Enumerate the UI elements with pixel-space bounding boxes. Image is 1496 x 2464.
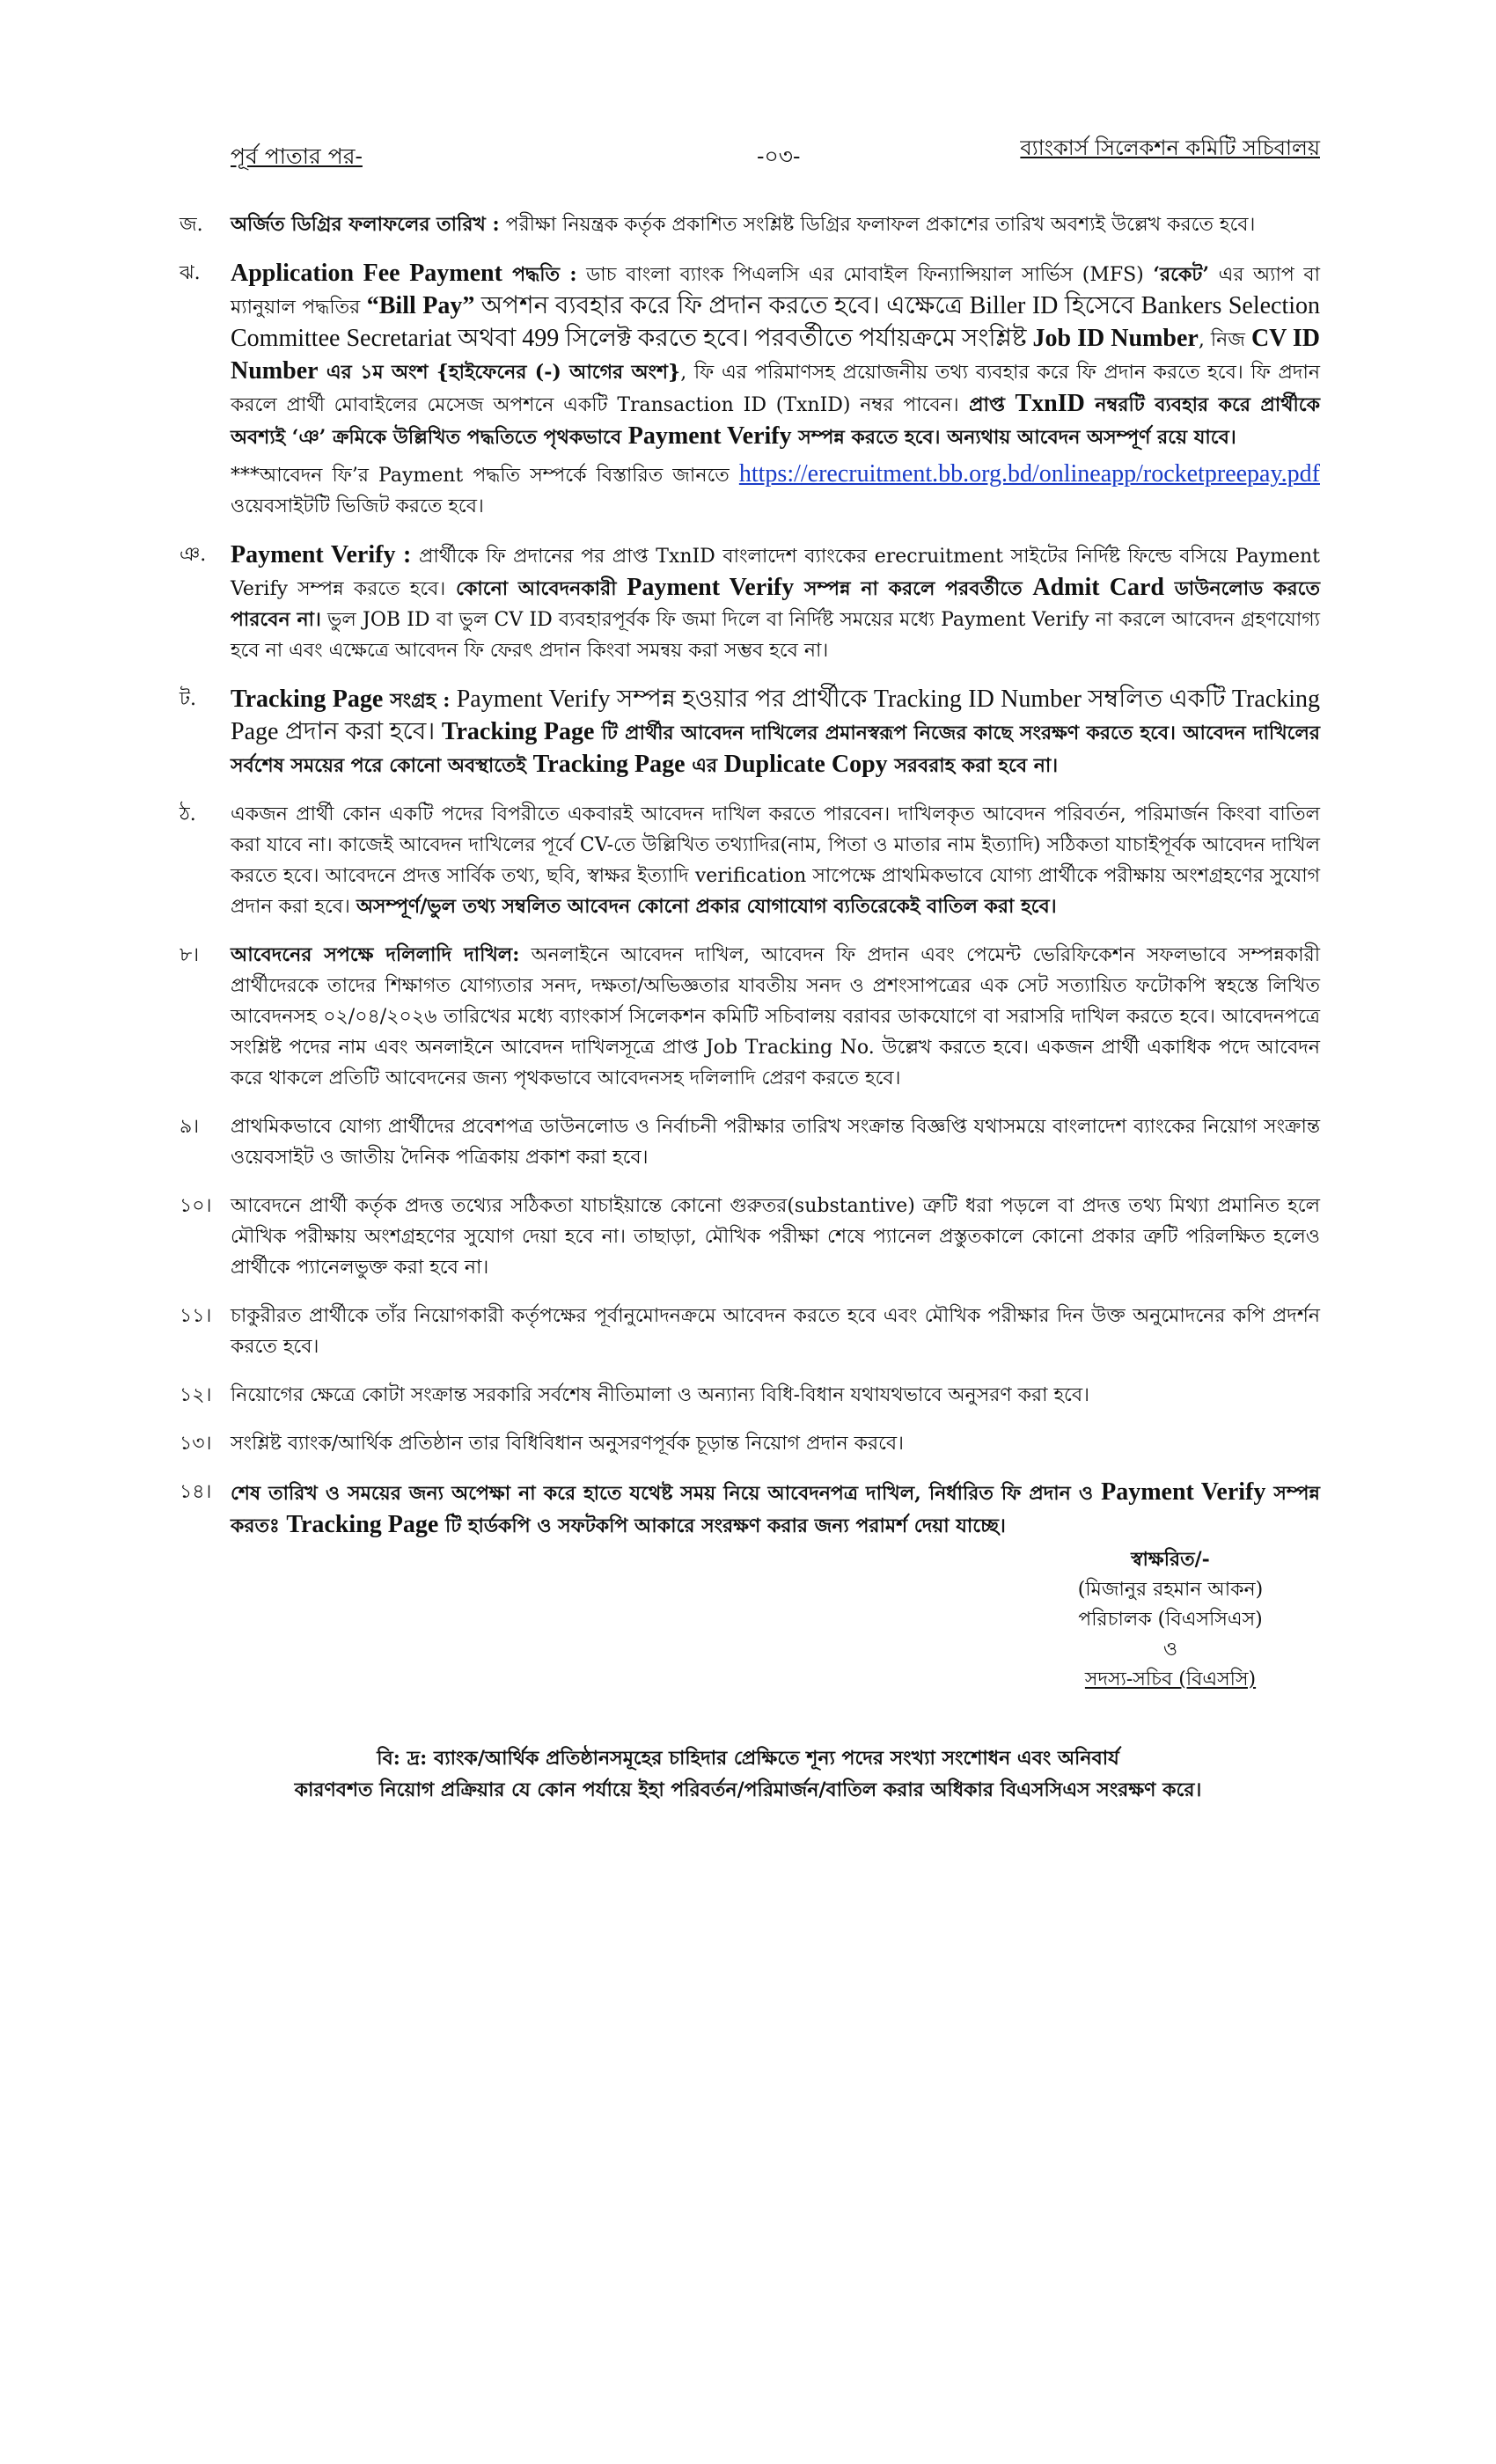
item-text-bold: সরবরাহ করা হবে না। — [887, 754, 1059, 777]
item-text-bold: Payment Verify — [1101, 1478, 1266, 1506]
item-text: , নিজ — [1198, 329, 1251, 351]
item-title: অর্জিত ডিগ্রির ফলাফলের তারিখ : — [231, 213, 500, 236]
item-text-bold: Payment Verify — [627, 574, 795, 601]
item-text-bold: এর ১ম অংশ {হাইফেনের (-) আগের অংশ} — [318, 361, 681, 384]
item-text: নিয়োগের ক্ষেত্রে কোটা সংক্রান্ত সরকারি সর্বশেষ নীতিমালা ও অন্যান্য বিধি-বিধান যথাযথভাবে অনুসরণ করা হবে। — [231, 1384, 1089, 1406]
list-item — [176, 1477, 1320, 1542]
list-item — [176, 1191, 1320, 1283]
item-text-bold: ডাউনলোড করতে পারবেন না। — [231, 577, 1320, 631]
list-item — [176, 799, 1320, 922]
item-text-bold: কোনো আবেদনকারী — [445, 577, 627, 600]
item-marker: ঠ. — [180, 803, 196, 825]
item-marker: ১১। — [180, 1305, 212, 1327]
item-text: , ফি এর পরিমাণসহ প্রয়োজনীয় তথ্য ব্যবহার করে ফি প্রদান করতে হবে। ফি প্রদান করলে প্রার্থী মোবাইলের মেসেজ অপশনে একটি Transaction ID (TxnID) নম্বর পাবেন। — [231, 362, 1320, 416]
item-text: আবেদনে প্রার্থী কর্তৃক প্রদত্ত তথ্যের সঠিকতা যাচাইয়ান্তে কোনো গুরুতর(substantive) ত্রুটি ধরা পড়লে বা প্রদত্ত তথ্য মিথ্যা প্রমানিত হলে মৌখিক পরীক্ষায় অংশগ্রহণের সুযোগ দেয়া হবে না। তাছাড়া, মৌখিক পরীক্ষা শেষে প্যানেল প্রস্তুতকালে কোনো প্রকার ত্রুটি পরিলক্ষিত হলেও প্রার্থীকে প্যানেলভুক্ত করা হবে না। — [231, 1195, 1320, 1279]
item-marker: ঞ. — [180, 544, 207, 566]
item-text: চাকুরীরত প্রার্থীকে তাঁর নিয়োগকারী কর্তৃপক্ষের পূর্বানুমোদনক্রমে আবেদন করতে হবে এবং মৌখিক পরীক্ষার দিন উক্ত অনুমোদনের কপি প্রদর্শন করতে হবে। — [231, 1305, 1320, 1358]
signatory-name: (মিজানুর রহমান আকন) — [1077, 1579, 1264, 1601]
item-text-bold: টি প্রার্থীর আবেদন দাখিলের প্রমানস্বরূপ নিজের কাছে সংরক্ষণ করতে হবে। আবেদন দাখিলের সর্বশেষ সময়ের পরে কোনো অবস্থাতেই — [231, 722, 1320, 777]
item-text-bold: Admit Card — [1032, 574, 1164, 601]
item-text-bold: শেষ তারিখ ও সময়ের জন্য অপেক্ষা না করে হাতে যথেষ্ট সময় নিয়ে আবেদনপত্র দাখিল, নির্ধারিত ফি প্রদান ও — [231, 1482, 1102, 1505]
item-text-bold: Tracking Page — [286, 1511, 439, 1538]
signature-block — [1021, 1544, 1320, 1695]
list-item — [176, 940, 1320, 1094]
item-marker: ১০। — [180, 1195, 212, 1217]
item-text: প্রাথমিকভাবে যোগ্য প্রার্থীদের প্রবেশপত্র ডাউনলোড ও নির্বাচনী পরীক্ষার তারিখ সংক্রান্ত বিজ্ঞপ্তি যথাসময়ে বাংলাদেশ ব্যাংকের নিয়োগ সংক্রান্ত ওয়েবসাইট ও জাতীয় দৈনিক পত্রিকায় প্রকাশ করা হবে। — [231, 1116, 1320, 1169]
item-title: আবেদনের সপক্ষে দলিলাদি দাখিল: — [231, 943, 520, 966]
item-text-bold: নম্বরটি ব্যবহার করে প্রার্থীকে অবশ্যই ‘ঞ’ ক্রমিকে উল্লিখিত পদ্ধতিতে পৃথকভাবে — [231, 393, 1320, 449]
item-text: একজন প্রার্থী কোন একটি পদের বিপরীতে একবারই আবেদন দাখিল করতে পারবেন। দাখিলকৃত আবেদন পরিবর্তন, পরিমার্জন কিংবা বাতিল করা যাবে না। কাজেই আবেদন দাখিলের পূর্বে CV-তে উল্লিখিত তথ্যাদির(নাম, পিতা ও মাতার নাম ইত্যাদি) সঠিকতা যাচাইপূর্বক আবেদন দাখিল করতে হবে। আবেদনে প্রদত্ত সার্বিক তথ্য, ছবি, স্বাক্ষর ইত্যাদি verification সাপেক্ষে প্রাথমিকভাবে যোগ্য প্রার্থীকে পরীক্ষায় অংশগ্রহণের সুযোগ প্রদান করা হবে। — [231, 803, 1320, 918]
item-title: Payment Verify : — [231, 541, 412, 568]
item-text: অপশন ব্যবহার করে ফি প্রদান করতে হবে। এক্ষেত্রে Biller ID হিসেবে Bankers Selection Committee Secretariat অথবা 499 সিলেক্ট করতে হবে। পরবর্তীতে পর্যায়ক্রমে সংশ্লিষ্ট — [231, 292, 1321, 352]
note-text: ওয়েবসাইটটি ভিজিট করতে হবে। — [231, 495, 484, 517]
list-item — [176, 258, 1320, 522]
item-text-bold: Job ID Number — [1032, 325, 1199, 352]
item-text-bold: CV ID Number — [231, 325, 1321, 385]
item-text: পরীক্ষা নিয়ন্ত্রক কর্তৃক প্রকাশিত সংশ্লিষ্ট ডিগ্রির ফলাফল প্রকাশের তারিখ অবশ্যই উল্লেখ করতে হবে। — [499, 214, 1256, 236]
item-marker: জ. — [180, 214, 203, 236]
list-item — [176, 1428, 1320, 1459]
item-text-bold: সম্পন্ন করতে হবে। অন্যথায় আবেদন অসম্পূর্ণ রয়ে যাবে। — [791, 426, 1236, 449]
rocket-payment-link[interactable]: https://erecruitment.bb.org.bd/onlineapp/rocketpreepay.pdf — [738, 460, 1320, 488]
item-text: সংশ্লিষ্ট ব্যাংক/আর্থিক প্রতিষ্ঠান তার বিধিবিধান অনুসরণপূর্বক চূড়ান্ত নিয়োগ প্রদান করবে। — [231, 1433, 905, 1455]
item-marker: ঝ. — [180, 262, 201, 284]
item-text: ভুল JOB ID বা ভুল CV ID ব্যবহারপূর্বক ফি জমা দিলে বা নির্দিষ্ট সময়ের মধ্যে Payment Verify না করলে আবেদন গ্রহণযোগ্য হবে না এবং এক্ষেত্রে আবেদন ফি ফেরৎ প্রদান কিংবা সমন্বয় করা সম্ভব হবে না। — [231, 609, 1320, 662]
signatory-title-2: সদস্য-সচিব (বিএসসি) — [1084, 1668, 1257, 1690]
footer-line-1: বি: দ্র: ব্যাংক/আর্থিক প্রতিষ্ঠানসমূহের চাহিদার প্রেক্ষিতে শূন্য পদের সংখ্যা সংশোধন এবং অনিবার্য — [377, 1747, 1119, 1770]
page-number: -০৩- — [757, 143, 801, 169]
item-text: Payment Verify সম্পন্ন হওয়ার পর প্রার্থীকে Tracking ID Number সম্বলিত একটি Tracking Page প্রদান করা হবে। — [231, 686, 1320, 745]
item-marker: ১৩। — [180, 1433, 212, 1455]
item-text-bold: ‘রকেট’ — [1153, 263, 1209, 286]
item-marker: ৯। — [180, 1116, 200, 1138]
item-marker: ৮। — [180, 944, 200, 966]
item-marker: ১২। — [180, 1384, 212, 1406]
footer-line-2: কারণবশত নিয়োগ প্রক্রিয়ার যে কোন পর্যায়ে ইহা পরিবর্তন/পরিমার্জন/বাতিল করার অধিকার বিএসসিএস সংরক্ষণ করে। — [294, 1778, 1202, 1801]
item-title-suffix: পদ্ধতি : — [502, 263, 577, 286]
signed-label: স্বাক্ষরিত/- — [1131, 1548, 1210, 1571]
footer-note — [176, 1742, 1320, 1806]
header-organization: ব্যাংকার্স সিলেকশন কমিটি সচিবালয় — [1020, 136, 1320, 160]
list-item — [176, 684, 1320, 781]
item-text-bold: প্রাপ্ত — [958, 393, 1016, 416]
item-text: এর অ্যাপ বা ম্যানুয়াল পদ্ধতির — [231, 264, 1320, 319]
header-continued-label: পূর্ব পাতার পর- — [231, 143, 363, 169]
item-text-bold: সম্পন্ন করতঃ — [231, 1482, 1320, 1537]
item-text-bold: টি হার্ডকপি ও সফটকপি আকারে সংরক্ষণ করার জন্য পরামর্শ দেয়া যাচ্ছে। — [438, 1514, 1006, 1537]
list-item — [176, 1111, 1320, 1173]
item-marker: ১৪। — [180, 1481, 212, 1503]
item-marker: ট. — [180, 688, 196, 710]
item-text: প্রার্থীকে ফি প্রদানের পর প্রাপ্ত TxnID বাংলাদেশ ব্যাংকের erecruitment সাইটের নির্দিষ্ট ফিল্ডে বসিয়ে Payment Verify সম্পন্ন করতে হবে। — [231, 546, 1320, 600]
list-item — [176, 1301, 1320, 1362]
signatory-conjunction: ও — [1162, 1639, 1178, 1661]
item-text: ডাচ বাংলা ব্যাংক পিএলসি এর মোবাইল ফিন্যান্সিয়াল সার্ভিস (MFS) — [576, 264, 1154, 286]
item-text-bold: Tracking Page — [441, 718, 595, 745]
list-item — [176, 539, 1320, 666]
item-text: অনলাইনে আবেদন দাখিল, আবেদন ফি প্রদান এবং পেমেন্ট ভেরিফিকেশন সফলভাবে সম্পন্নকারী প্রার্থীদেরকে তাদের শিক্ষাগত যোগ্যতার সনদ, দক্ষতা/অভিজ্ঞতার যাবতীয় সনদ ও প্রশংসাপত্রের এক সেট সত্যায়িত ফটোকপি স্বহস্তে লিখিত আবেদনসহ ০২/০৪/২০২৬ তারিখের মধ্যে ব্যাংকার্স সিলেকশন কমিটি সচিবালয় বরাবর ডাকযোগে বা সরাসরি দাখিল করতে হবে। আবেদনপত্রে সংশ্লিষ্ট পদের নাম এবং অনলাইনে আবেদন দাখিলসূত্রে প্রাপ্ত Job Tracking No. উল্লেখ করতে হবে। একজন প্রার্থী একাধিক পদে আবেদন করে থাকলে প্রতিটি আবেদনের জন্য পৃথকভাবে আবেদনসহ দলিলাদি প্রেরণ করতে হবে। — [231, 944, 1321, 1089]
item-text-bold: TxnID — [1015, 390, 1085, 417]
item-text-bold: অসম্পূর্ণ/ভুল তথ্য সম্বলিত আবেদন কোনো প্রকার যোগাযোগ ব্যতিরেকেই বাতিল করা হবে। — [356, 895, 1057, 918]
item-text-bold: সম্পন্ন না করলে পরবর্তীতে — [794, 577, 1033, 600]
item-text-bold: Duplicate Copy — [723, 751, 888, 778]
item-title: Application Fee Payment — [231, 260, 502, 287]
signatory-title: পরিচালক (বিএসসিএস) — [1078, 1609, 1263, 1631]
list-item — [176, 209, 1320, 240]
item-text-bold: Payment Verify — [627, 422, 792, 450]
item-title: Tracking Page — [231, 686, 384, 713]
document-body — [176, 209, 1320, 1559]
item-title-suffix: সংগ্রহ : — [383, 689, 451, 712]
note-text: ***আবেদন ফি’র Payment পদ্ধতি সম্পর্কে বিস্তারিত জানতে — [231, 465, 739, 487]
payment-note — [231, 458, 1320, 522]
list-item — [176, 1380, 1320, 1411]
item-text-bold: এর — [685, 754, 724, 777]
item-text-bold: “Bill Pay” — [366, 292, 475, 319]
item-text-bold: Tracking Page — [532, 751, 686, 778]
